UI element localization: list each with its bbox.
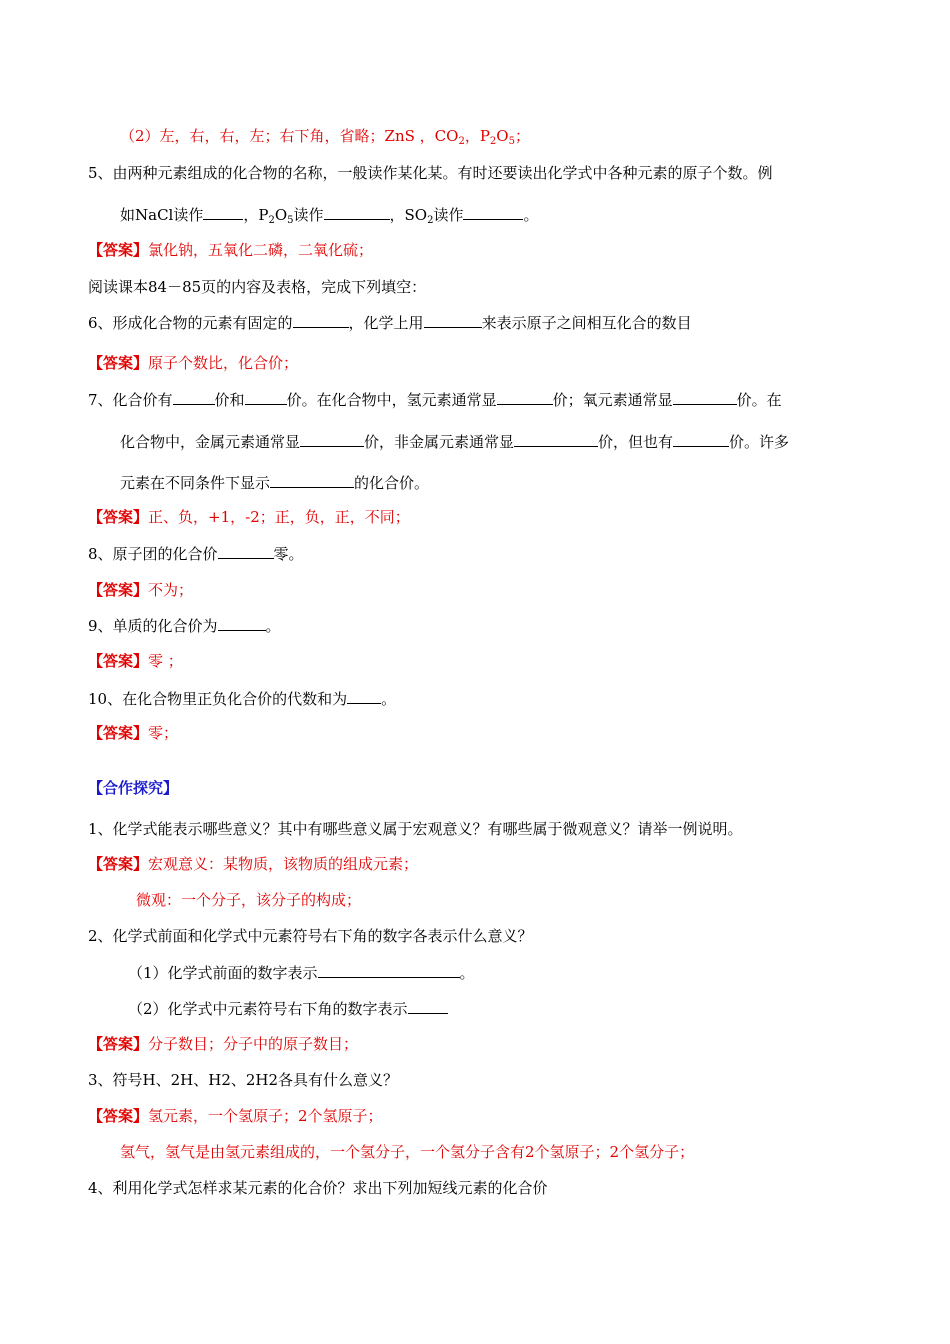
blank <box>293 312 349 328</box>
answer-8: 【答案】不为； <box>88 581 194 599</box>
question-5-line-2: 如NaCl读作 ，$P_2O_5$读作 ，$SO_2$读作 。 <box>120 206 539 226</box>
blank <box>300 431 364 447</box>
blank <box>463 204 523 220</box>
coop-answer-2: 【答案】分子数目；分子中的原子数目； <box>88 1035 359 1053</box>
coop-answer-1-micro: 微观：一个分子，该分子的构成； <box>136 891 362 909</box>
answer-6: 【答案】原子个数比，化合价； <box>88 354 299 372</box>
question-10: 10、在化合物里正负化合价的代数和为 。 <box>88 690 397 708</box>
coop-question-1: 1、化学式能表示哪些意义？其中有哪些意义属于宏观意义？有哪些属于微观意义？请举一例说明。 <box>88 820 743 838</box>
answer-7: 【答案】正、负，+1，-2；正，负，正，不同； <box>88 508 410 526</box>
blank <box>270 472 354 488</box>
blank <box>203 204 243 220</box>
question-9: 9、单质的化合价为 。 <box>88 617 281 635</box>
blank <box>173 389 215 405</box>
blank <box>424 312 482 328</box>
answer-line-q4: （2）左，右，右，左；右下角，省略；ZnS ，$CO_2$，$P_2O_5$； <box>120 127 530 147</box>
coop-question-2: 2、化学式前面和化学式中元素符号右下角的数字各表示什么意义？ <box>88 927 533 945</box>
blank <box>673 389 737 405</box>
blank <box>245 389 287 405</box>
question-7-line-3: 元素在不同条件下显示 的化合价。 <box>120 474 430 492</box>
blank <box>408 998 448 1014</box>
reading-instruction: 阅读课本84－85页的内容及表格，完成下列填空： <box>88 278 427 296</box>
coop-question-3: 3、符号H、2H、H2、2H2各具有什么意义？ <box>88 1071 399 1089</box>
blank <box>324 204 390 220</box>
question-8: 8、原子团的化合价 零。 <box>88 545 304 563</box>
question-5-line-1: 5、由两种元素组成的化合物的名称，一般读作某化某。有时还要读出化学式中各种元素的原子个数。例 <box>88 164 773 182</box>
coop-question-2-part-2: （2）化学式中元素符号右下角的数字表示 <box>128 998 448 1019</box>
blank <box>218 543 274 559</box>
coop-answer-3-more: 氢气，氢气是由氢元素组成的，一个氢分子，一个氢分子含有2个氢原子；2个氢分子； <box>120 1143 695 1161</box>
question-7-line-2: 化合物中，金属元素通常显 价，非金属元素通常显 价，但也有 价。许多 <box>120 433 790 451</box>
coop-answer-3: 【答案】氢元素，一个氢原子；2个氢原子； <box>88 1107 383 1125</box>
coop-question-2-part-1: （1）化学式前面的数字表示 。 <box>128 964 475 982</box>
blank <box>318 962 460 978</box>
blank <box>218 615 266 631</box>
blank <box>514 431 598 447</box>
question-7-line-1: 7、化合价有 价和 价。在化合物中，氢元素通常显 价；氧元素通常显 价。在 <box>88 391 782 409</box>
answer-9: 【答案】零 ； <box>88 652 183 670</box>
coop-answer-1: 【答案】宏观意义：某物质，该物质的组成元素； <box>88 855 419 873</box>
answer-10: 【答案】零； <box>88 724 179 742</box>
blank <box>497 389 553 405</box>
coop-question-4: 4、利用化学式怎样求某元素的化合价？求出下列加短线元素的化合价 <box>88 1179 548 1197</box>
blank <box>347 688 381 704</box>
section-heading: 【合作探究】 <box>88 779 179 797</box>
blank <box>673 431 729 447</box>
answer-5: 【答案】氯化钠，五氧化二磷，二氧化硫； <box>88 241 374 259</box>
question-6: 6、形成化合物的元素有固定的 ，化学上用 来表示原子之间相互化合的数目 <box>88 314 692 332</box>
